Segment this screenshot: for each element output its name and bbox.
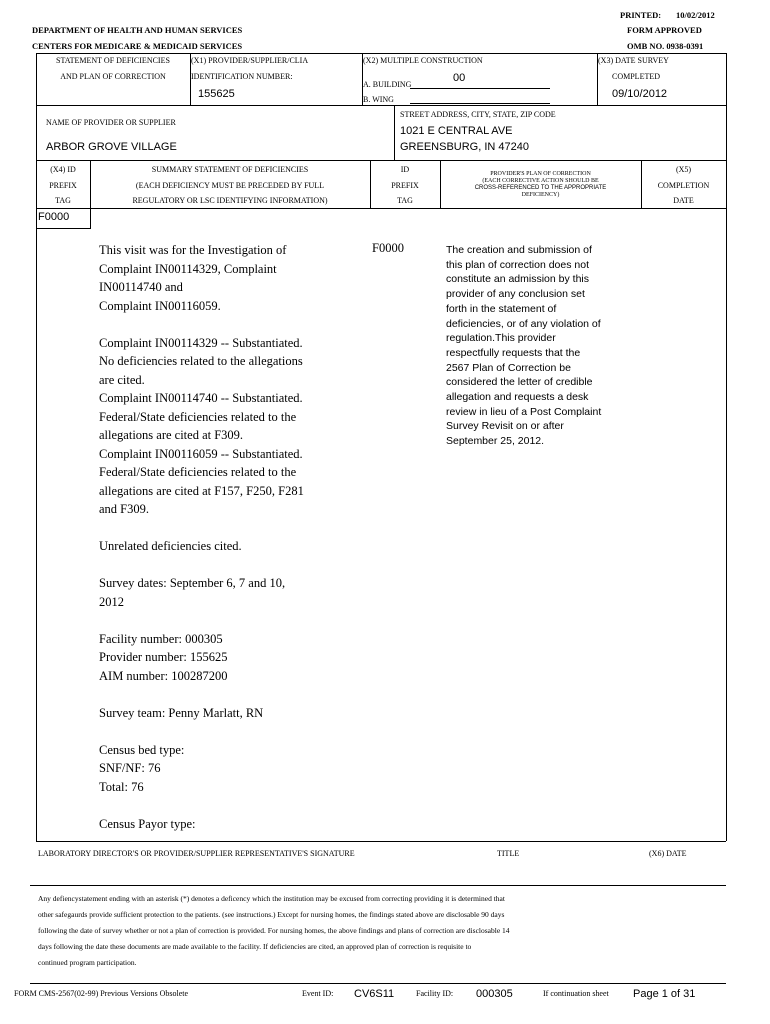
summary-statement: This visit was for the Investigation of Complaint IN00114329, Complaint IN00114740 and Complaint IN00116059. Complaint IN00114329 -- Substantiated. No deficiencies related to the allegations are cited. Complaint IN00114740 -- Substantiated. Federal/State deficiencies related to the allegations are cited at F309. Complaint IN00116059 -- Substantiated. Federal/State deficiencies related to the allegations are cited at F157, F250, F281 and F309. Unrelated deficiencies cited. Survey dates: September 6, 7 and 10, 2012 Facility number: 000305 Provider number: 155625 AIM number: 100287200 Survey team: Penny Marlatt, RN Census bed type: SNF/NF: 76 Total: 76 Census Payor type: (99, 243, 304, 831)
statement-label-2: AND PLAN OF CORRECTION (60, 72, 166, 81)
x3-label-1: (X3) DATE SURVEY (598, 56, 669, 65)
x4-label-2: PREFIX (49, 181, 77, 190)
entry-id-tag: F0000 (372, 241, 404, 255)
survey-date-value: 09/10/2012 (612, 88, 668, 100)
x4-label-3: TAG (55, 196, 71, 205)
summary-label-3: REGULATORY OR LSC IDENTIFYING INFORMATION) (132, 196, 328, 205)
facility-id-label: Facility ID: (416, 989, 454, 998)
id-label-1: ID (400, 165, 410, 174)
disclaimer-text: Any defiencystatement ending with an asterisk (*) denotes a deficency which the institution may be excused from correcting providing it is determined that other safegaurds provide sufficient protection to the patients. (see instructions.) Except for nursing homes, the findings stated above are disclosable 90 days following the date of survey whether or not a plan of correction is provided. For nursing homes, the above findings and plans of correction are disclosable 14 days following the date these documents are made available to the facility. If deficiencies are cited, an approved plan of correction is requisite to continued program participation. (38, 894, 510, 967)
x5-label-2: COMPLETION (657, 181, 710, 190)
provider-name-label: NAME OF PROVIDER OR SUPPLIER (46, 118, 176, 127)
x2-label: (X2) MULTIPLE CONSTRUCTION (363, 56, 483, 65)
agency-line-2: CENTERS FOR MEDICARE & MEDICAID SERVICES (32, 41, 243, 51)
event-id-label: Event ID: (302, 989, 334, 998)
facility-id-value: 000305 (476, 988, 513, 1000)
provider-id-value: 155625 (198, 88, 235, 100)
plan-label-4: DEFICIENCY) (521, 192, 560, 198)
form-approved: FORM APPROVED (627, 25, 702, 35)
entry-tag: F0000 (38, 211, 70, 223)
summary-label-1: SUMMARY STATEMENT OF DEFICIENCIES (151, 165, 309, 174)
agency-line-1: DEPARTMENT OF HEALTH AND HUMAN SERVICES (32, 25, 243, 35)
form-number: FORM CMS-2567(02-99) Previous Versions Obsolete (14, 989, 189, 998)
wing-label: B. WING (363, 95, 394, 104)
omb-number: OMB NO. 0938-0391 (627, 41, 704, 51)
x4-label-1: (X4) ID (50, 165, 76, 174)
x3-label-2: COMPLETED (612, 72, 660, 81)
x6-date-label: (X6) DATE (649, 849, 687, 858)
address-line-1: 1021 E CENTRAL AVE (400, 125, 513, 137)
plan-label-1: PROVIDER'S PLAN OF CORRECTION (490, 171, 591, 177)
printed-label: PRINTED: (620, 10, 662, 20)
summary-label-2: (EACH DEFICIENCY MUST BE PRECEDED BY FULL (135, 181, 325, 190)
building-value: 00 (453, 72, 466, 84)
signature-label: LABORATORY DIRECTOR'S OR PROVIDER/SUPPLIER REPRESENTATIVE'S SIGNATURE (38, 849, 355, 858)
event-id-value: CV6S11 (354, 988, 395, 1000)
address-line-2: GREENSBURG, IN 47240 (400, 141, 529, 153)
x1-label-1: (X1) PROVIDER/SUPPLIER/CLIA (191, 56, 309, 65)
address-label: STREET ADDRESS, CITY, STATE, ZIP CODE (400, 110, 556, 119)
printed-date: 10/02/2012 (676, 10, 715, 20)
continuation-label: If continuation sheet (543, 989, 609, 998)
x5-label-3: DATE (673, 196, 694, 205)
x1-label-2: IDENTIFICATION NUMBER: (191, 72, 293, 81)
plan-of-correction: The creation and submission of this plan of correction does not constitute an admission by this provider of any conclusion set forth in the statement of deficiencies, or of any violation of regulation.This provider respectfully requests that the 2567 Plan of Correction be considered the letter of credible allegation and requests a desk review in lieu of a Post Complaint Survey Revisit on or after September 25, 2012. (446, 244, 602, 448)
title-label: TITLE (497, 849, 520, 858)
building-label: A. BUILDING (363, 80, 412, 89)
id-label-2: PREFIX (391, 181, 419, 190)
provider-name-value: ARBOR GROVE VILLAGE (46, 141, 177, 153)
plan-label-2: (EACH CORRECTIVE ACTION SHOULD BE (482, 178, 599, 184)
plan-label-3: CROSS-REFERENCED TO THE APPROPRIATE (474, 185, 607, 191)
page-number: Page 1 of 31 (633, 988, 696, 1000)
id-label-3: TAG (397, 196, 413, 205)
statement-label-1: STATEMENT OF DEFICIENCIES (56, 56, 170, 65)
x5-label-1: (X5) (675, 165, 692, 174)
